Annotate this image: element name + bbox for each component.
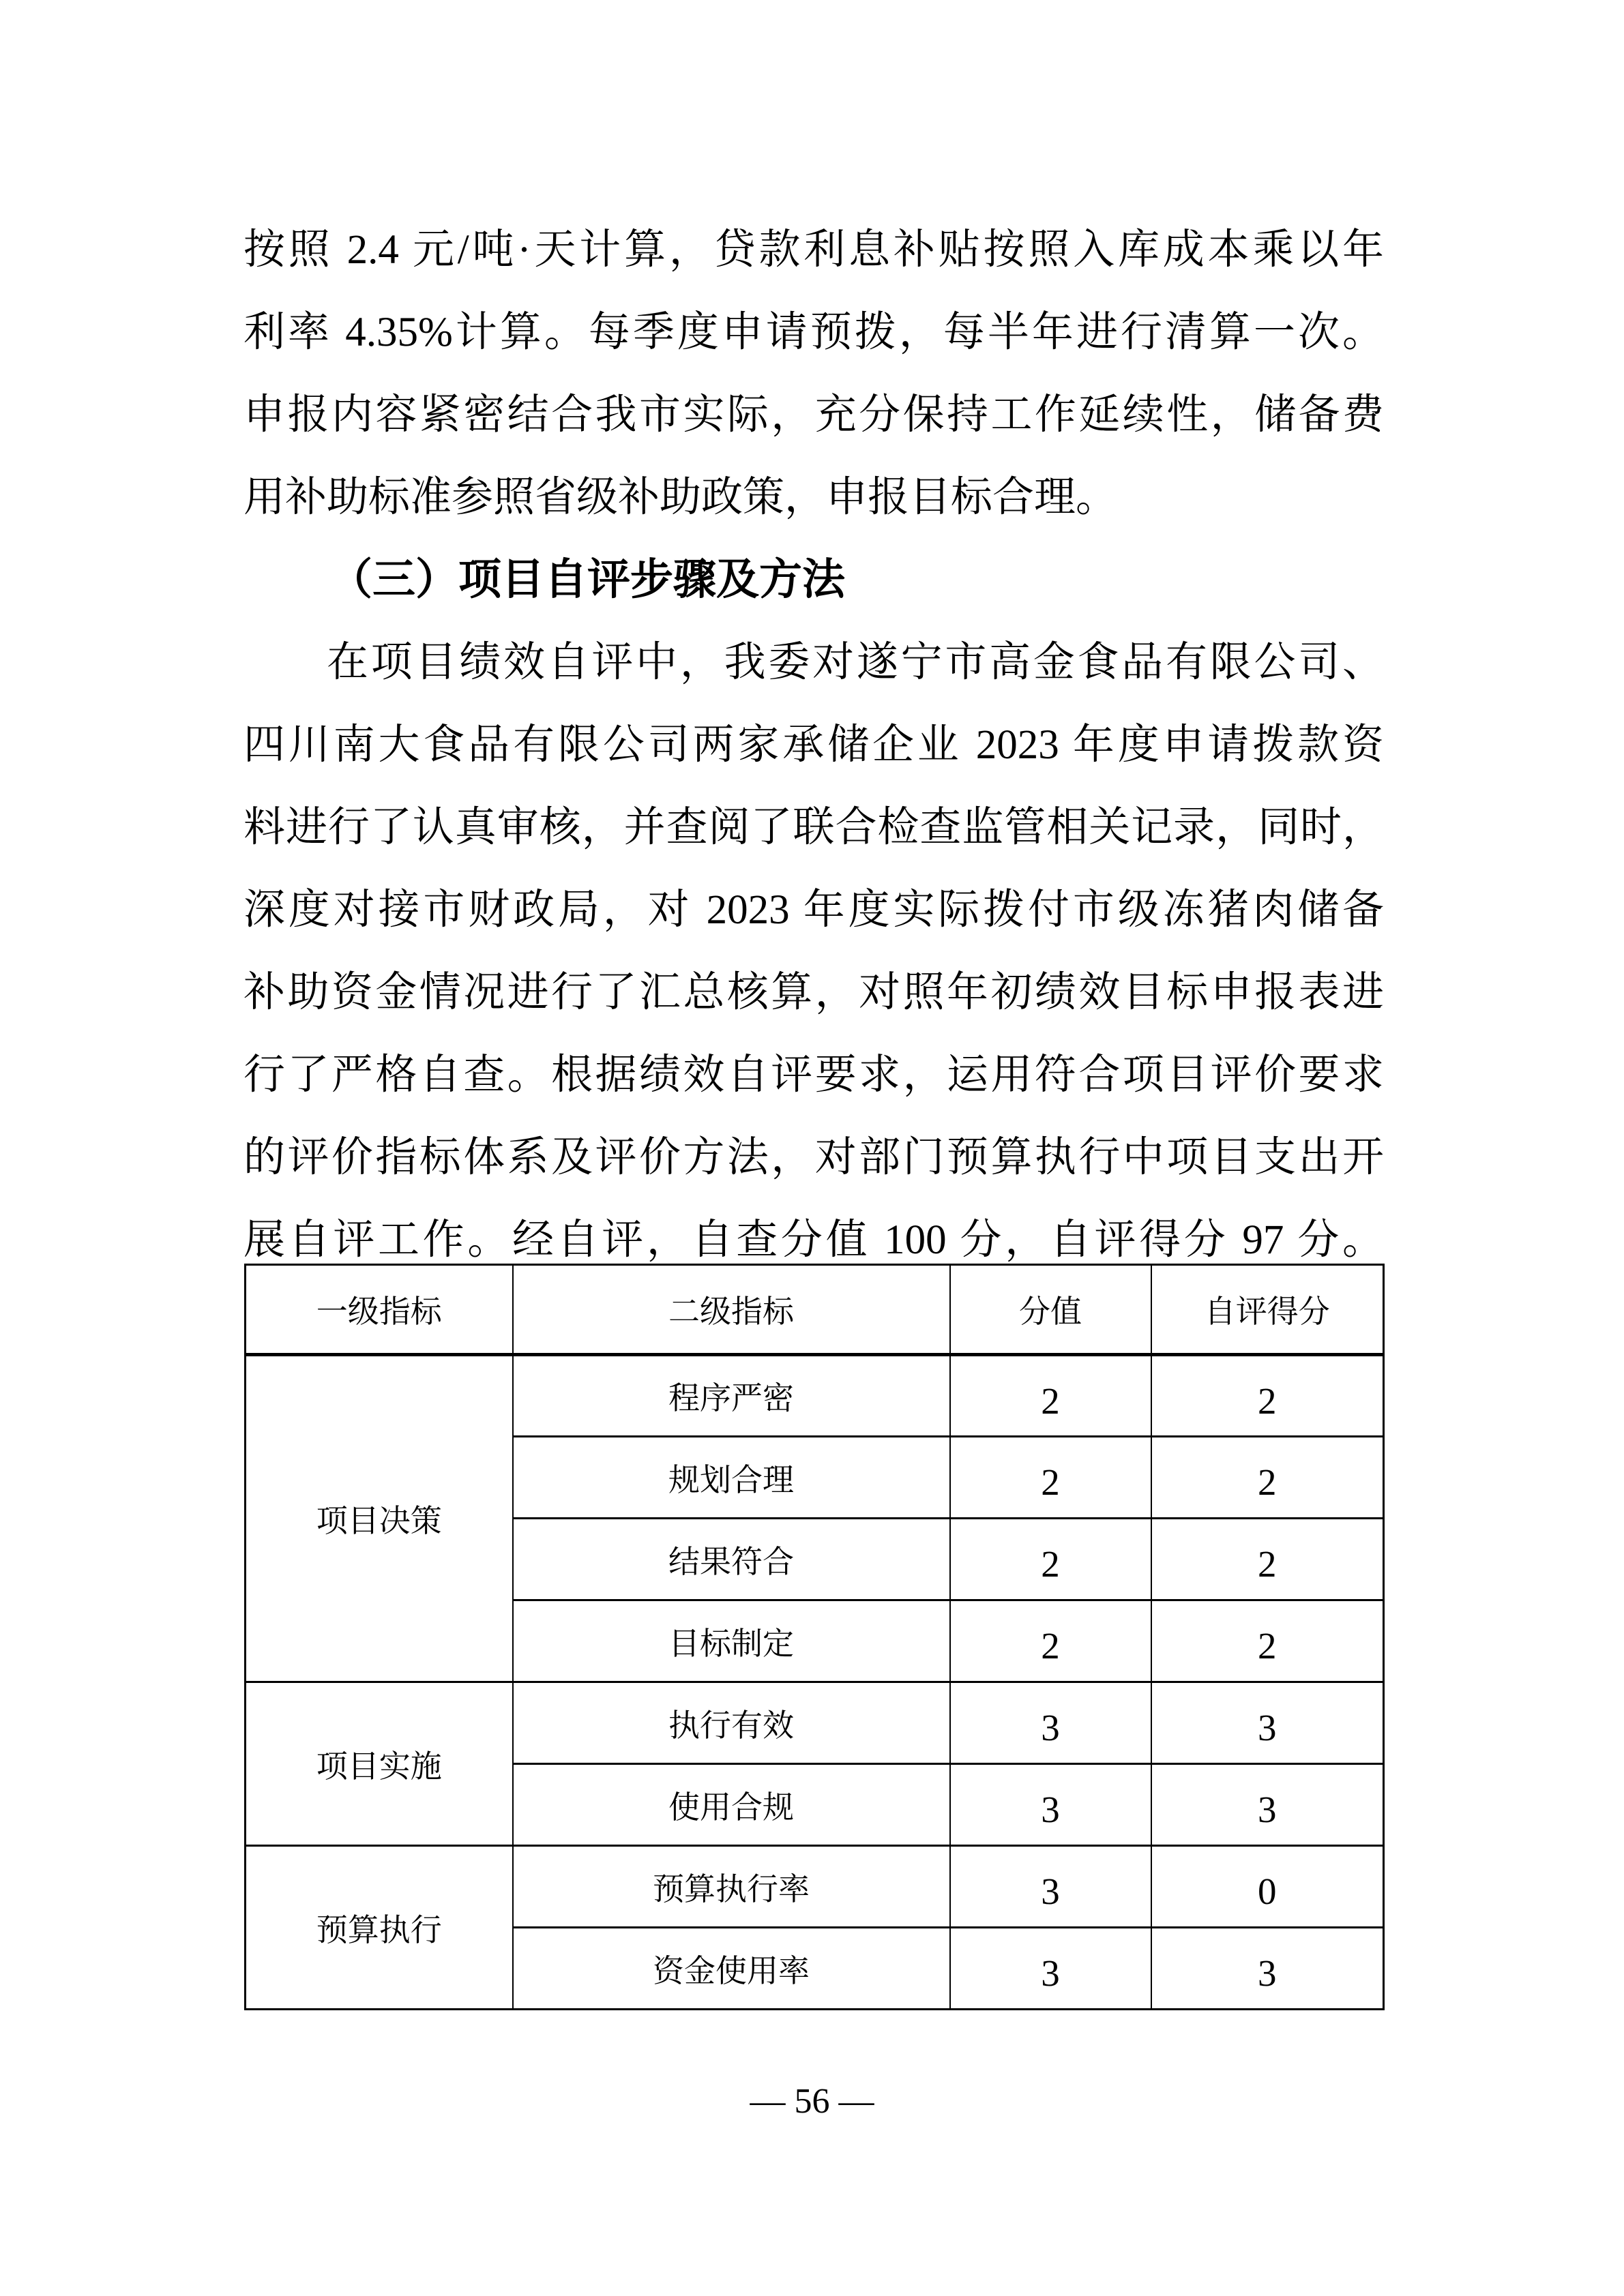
body-line: 行了严格自查。根据绩效自评要求，运用符合项目评价要求	[243, 1052, 1384, 1098]
indicator-label-cell: 资金使用率	[513, 1928, 950, 2010]
score-value-cell: 3	[950, 1682, 1151, 1764]
body-line: 用补助标准参照省级补助政策，申报目标合理。	[243, 475, 1118, 520]
table-row	[246, 1355, 1384, 1437]
body-line: 在项目绩效自评中，我委对遂宁市高金食品有限公司、	[327, 640, 1384, 685]
body-line: 补助资金情况进行了汇总核算，对照年初绩效目标申报表进	[243, 970, 1384, 1015]
self-score-value-cell: 2	[1151, 1519, 1384, 1600]
score-value-cell: 2	[950, 1355, 1151, 1437]
self-score-value-cell: 2	[1151, 1355, 1384, 1437]
indicator-label-cell: 执行有效	[513, 1682, 950, 1764]
indicator-label-cell: 目标制定	[513, 1600, 950, 1682]
score-value-cell: 3	[950, 1846, 1151, 1928]
score-value-cell: 2	[950, 1519, 1151, 1600]
self-score-value-cell: 3	[1151, 1928, 1384, 2010]
body-line: 的评价指标体系及评价方法，对部门预算执行中项目支出开	[243, 1135, 1384, 1180]
group-label-cell: 预算执行	[246, 1846, 513, 2010]
indicator-label-cell: 结果符合	[513, 1519, 950, 1600]
group-label-cell: 项目决策	[246, 1355, 513, 1682]
table-header-row	[246, 1265, 1384, 1355]
score-value-cell: 3	[950, 1764, 1151, 1846]
group-label-cell: 项目实施	[246, 1682, 513, 1846]
body-line: 按照 2.4 元/吨·天计算，贷款利息补贴按照入库成本乘以年	[243, 227, 1384, 273]
score-value-cell: 2	[950, 1600, 1151, 1682]
score-value-cell: 3	[950, 1928, 1151, 2010]
table-header-cell: 自评得分	[1151, 1265, 1384, 1355]
table-row	[246, 1682, 1384, 1764]
section-heading: （三）项目自评步骤及方法	[329, 556, 845, 603]
indicator-label-cell: 程序严密	[513, 1355, 950, 1437]
indicator-label-cell: 规划合理	[513, 1437, 950, 1519]
table-header-cell: 二级指标	[513, 1265, 950, 1355]
self-score-value-cell: 0	[1151, 1846, 1384, 1928]
body-line: 深度对接市财政局，对 2023 年度实际拨付市级冻猪肉储备	[243, 887, 1384, 933]
table-header-cell: 分值	[950, 1265, 1151, 1355]
body-text	[243, 209, 1384, 1281]
indicator-label-cell: 预算执行率	[513, 1846, 950, 1928]
self-score-value-cell: 3	[1151, 1682, 1384, 1764]
self-evaluation-table	[244, 1264, 1385, 2010]
body-line: 利率 4.35%计算。每季度申请预拨，每半年进行清算一次。	[243, 310, 1384, 355]
page-number: — 56 —	[750, 2082, 874, 2121]
self-score-value-cell: 2	[1151, 1437, 1384, 1519]
body-line: 料进行了认真审核，并查阅了联合检查监管相关记录，同时，	[243, 805, 1384, 850]
body-line: 申报内容紧密结合我市实际，充分保持工作延续性，储备费	[243, 392, 1384, 438]
self-score-value-cell: 3	[1151, 1764, 1384, 1846]
table-header-cell: 一级指标	[246, 1265, 513, 1355]
score-value-cell: 2	[950, 1437, 1151, 1519]
body-line: 四川南大食品有限公司两家承储企业 2023 年度申请拨款资	[243, 722, 1384, 768]
indicator-label-cell: 使用合规	[513, 1764, 950, 1846]
table-row	[246, 1846, 1384, 1928]
self-score-value-cell: 2	[1151, 1600, 1384, 1682]
body-line: 展自评工作。经自评，自查分值 100 分，自评得分 97 分。	[243, 1217, 1384, 1263]
